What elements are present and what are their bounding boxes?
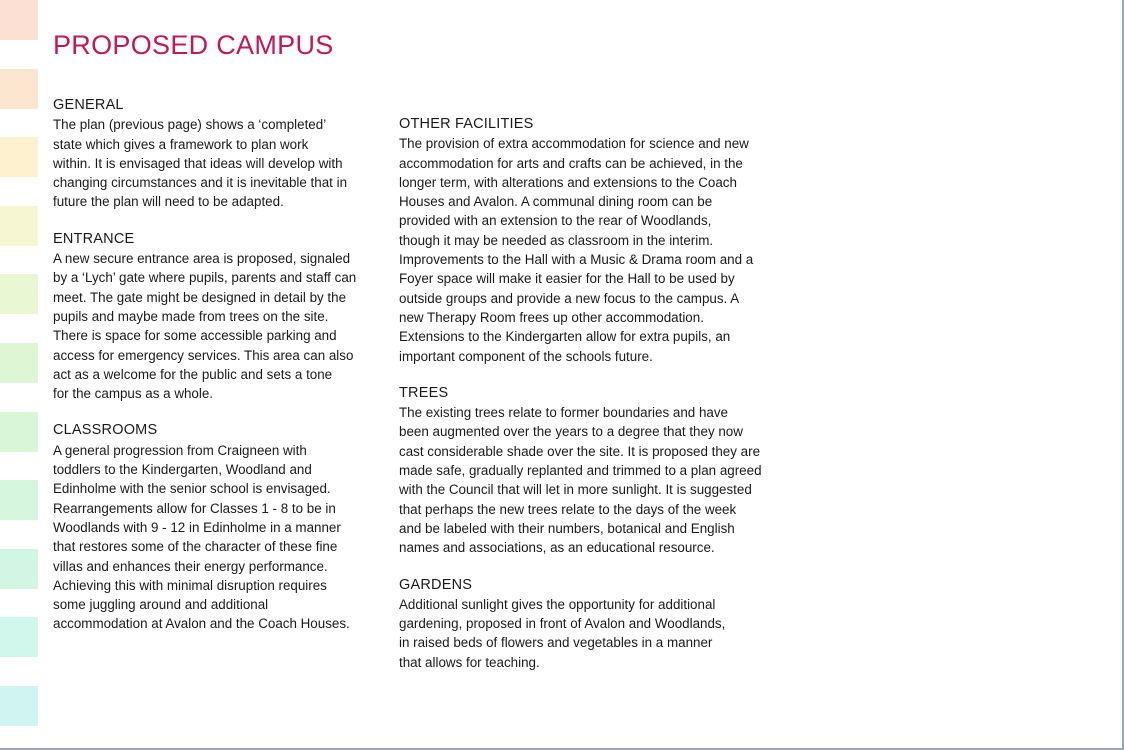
text-line: Rearrangements allow for Classes 1 - 8 to be in <box>53 500 336 516</box>
left-column <box>53 96 379 652</box>
text-line: Foyer space will make it easier for the Hall to be used by <box>399 271 735 287</box>
text-line: that restores some of the character of these fine <box>53 539 338 555</box>
text-line: pupils and maybe made from trees on the site. <box>53 308 329 324</box>
text-line: Houses and Avalon. A communal dining room can be <box>399 194 713 210</box>
text-line: A new secure entrance area is proposed, signaled <box>53 251 351 267</box>
trees-heading: TREES <box>399 384 449 401</box>
color-swatch <box>0 617 38 657</box>
text-line: with the Council that will let in more sunlight. It is suggested <box>399 482 752 498</box>
text-line: cast considerable shade over the site. It is proposed they are <box>399 443 761 459</box>
text-line: by a ‘Lych’ gate where pupils, parents and staff can <box>53 270 357 286</box>
text-line: new Therapy Room frees up other accommodation. <box>399 309 704 325</box>
classrooms-section <box>53 421 379 633</box>
text-line: access for emergency services. This area can also <box>53 347 354 363</box>
text-line: Woodlands with 9 - 12 in Edinholme in a manner <box>53 519 341 535</box>
text-line: outside groups and provide a new focus to the campus. A <box>399 290 740 306</box>
text-line: made safe, gradually replanted and trimmed to a plan agreed <box>399 463 762 479</box>
page-title: PROPOSED CAMPUS <box>53 30 334 60</box>
classrooms-text <box>53 441 379 634</box>
entrance-section <box>53 230 379 404</box>
color-swatch <box>0 686 38 726</box>
text-line: villas and enhances their energy performance. <box>53 558 328 574</box>
color-swatch <box>0 137 38 177</box>
text-line: that allows for teaching. <box>399 654 540 670</box>
text-line: some juggling around and additional <box>53 597 269 613</box>
color-swatch <box>0 480 38 520</box>
text-line: longer term, with alterations and extensions to the Coach <box>399 174 737 190</box>
text-line: Edinholme with the senior school is envisaged. <box>53 481 331 497</box>
text-line: There is space for some accessible parking and <box>53 328 337 344</box>
text-line: provided with an extension to the rear of Woodlands, <box>399 213 712 229</box>
classrooms-heading: CLASSROOMS <box>53 422 158 439</box>
other-facilities-heading: OTHER FACILITIES <box>399 116 534 132</box>
text-line: future the plan will need to be adapted. <box>53 194 284 210</box>
entrance-text <box>53 249 379 403</box>
text-line: Improvements to the Hall with a Music & Drama room and a <box>399 252 754 268</box>
gardens-text <box>399 595 784 672</box>
text-line: and be labeled with their numbers, botanical and English <box>399 520 735 536</box>
text-line: toddlers to the Kindergarten, Woodland and <box>53 462 312 478</box>
text-line: Extensions to the Kindergarten allow for extra pupils, an <box>399 329 731 345</box>
text-line: meet. The gate might be designed in detail by the <box>53 289 347 305</box>
text-line: gardening, proposed in front of Avalon and Woodlands, <box>399 616 726 632</box>
text-line: The existing trees relate to former boundaries and have <box>399 405 728 421</box>
text-line: names and associations, as an educational resource. <box>399 540 715 556</box>
text-line: accommodation for arts and crafts can be achieved, in the <box>399 155 743 171</box>
entrance-heading: ENTRANCE <box>53 230 135 247</box>
text-line: Additional sunlight gives the opportunity for additional <box>399 596 716 612</box>
general-heading: GENERAL <box>53 97 124 113</box>
text-line: in raised beds of flowers and vegetables in a manner <box>399 635 713 651</box>
color-swatch <box>0 343 38 383</box>
color-swatch <box>0 0 38 40</box>
text-line: for the campus as a whole. <box>53 386 214 402</box>
color-swatch <box>0 206 38 246</box>
color-swatch <box>0 549 38 589</box>
color-swatch <box>0 274 38 314</box>
color-swatch <box>0 412 38 452</box>
text-line: state which gives a framework to plan work <box>53 136 309 152</box>
other-facilities-section <box>399 115 784 366</box>
text-line: been augmented over the years to a degree that they now <box>399 424 743 440</box>
text-line: accommodation at Avalon and the Coach Houses. <box>53 616 350 632</box>
other-facilities-text <box>399 134 784 366</box>
gardens-section <box>399 576 784 672</box>
text-line: The provision of extra accommodation for science and new <box>399 136 749 152</box>
text-line: important component of the schools future. <box>399 348 653 364</box>
gardens-heading: GARDENS <box>399 576 473 593</box>
color-swatch <box>0 69 38 109</box>
text-line: though it may be needed as classroom in the interim. <box>399 232 714 248</box>
text-line: that perhaps the new trees relate to the days of the week <box>399 501 737 517</box>
text-line: within. It is envisaged that ideas will develop with <box>53 155 343 171</box>
trees-text <box>399 403 784 557</box>
text-line: Achieving this with minimal disruption requires <box>53 577 327 593</box>
text-line: A general progression from Craigneen with <box>53 442 307 458</box>
text-line: The plan (previous page) shows a ‘completed’ <box>53 117 327 133</box>
right-column <box>399 115 784 690</box>
text-line: act as a welcome for the public and sets a tone <box>53 366 333 382</box>
trees-section <box>399 384 784 558</box>
text-line: changing circumstances and it is inevitable that in <box>53 175 348 191</box>
general-section <box>53 96 379 212</box>
general-text <box>53 115 379 211</box>
